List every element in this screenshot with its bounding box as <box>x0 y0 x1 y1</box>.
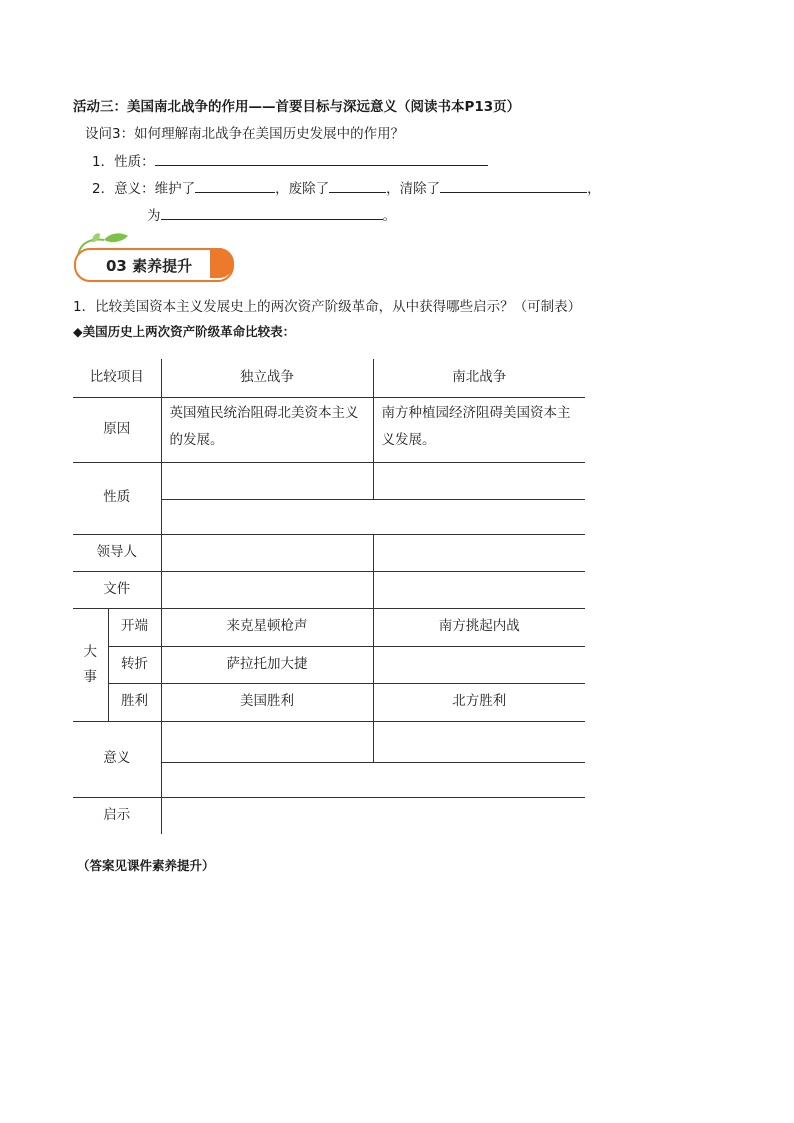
header-compare-item: 比较项目 <box>73 359 161 397</box>
cause-civil: 南方种植园经济阻碍美国资本主义发展。 <box>373 397 585 462</box>
leader-label: 领导人 <box>73 534 161 571</box>
cause-independence: 英国殖民统治阻碍北美资本主义的发展。 <box>161 397 373 462</box>
significance-blank-3[interactable] <box>440 178 587 193</box>
cause-label: 原因 <box>73 397 161 462</box>
section-badge-label: 03 素养提升 <box>106 257 193 275</box>
task-question: 1．比较美国资本主义发展史上的两次资产阶级革命，从中获得哪些启示？（可制表） <box>73 299 582 315</box>
nature-label: 1．性质： <box>92 154 155 170</box>
leader-independence[interactable] <box>161 534 373 571</box>
table-row-insight <box>73 797 585 834</box>
significance-text-2: ，清除了 <box>386 181 441 197</box>
table-caption: ◆美国历史上两次资产阶级革命比较表： <box>73 324 296 339</box>
events-label <box>73 608 108 721</box>
comparison-table <box>73 359 585 834</box>
activity-title: 活动三：美国南北战争的作用——首要目标与深远意义（阅读书本P13页） <box>73 99 521 115</box>
significance-blank-2[interactable] <box>329 178 386 193</box>
nature-line <box>92 150 488 170</box>
event-start-civil: 南方挑起内战 <box>373 608 585 646</box>
events-label-text: 大事 <box>83 644 97 685</box>
table-header-row <box>73 359 585 397</box>
table-row-event-turn <box>73 646 585 683</box>
event-label-victory: 胜利 <box>108 683 161 721</box>
event-label-turn: 转折 <box>108 646 161 683</box>
section-badge-frame <box>74 248 234 282</box>
significance-for-label: 为 <box>147 208 161 224</box>
significance-text-end: ， <box>587 181 601 197</box>
nature-civil[interactable] <box>373 462 585 499</box>
nature-independence[interactable] <box>161 462 373 499</box>
header-civil-war: 南北战争 <box>373 359 585 397</box>
significance-label-cell: 意义 <box>73 721 161 797</box>
table-row-document <box>73 571 585 608</box>
nature-common[interactable] <box>161 499 585 534</box>
event-turn-independence: 萨拉托加大捷 <box>161 646 373 683</box>
event-victory-civil: 北方胜利 <box>373 683 585 721</box>
document-independence[interactable] <box>161 571 373 608</box>
nature-label-cell: 性质 <box>73 462 161 534</box>
significance-civil[interactable] <box>373 721 585 762</box>
question-3: 设问3：如何理解南北战争在美国历史发展中的作用？ <box>85 126 405 142</box>
section-badge-accent <box>210 248 234 278</box>
leader-civil[interactable] <box>373 534 585 571</box>
table-row-significance <box>73 721 585 762</box>
table-row-nature <box>73 462 585 499</box>
table-row-cause <box>73 397 585 462</box>
table-row-leader <box>73 534 585 571</box>
event-turn-civil[interactable] <box>373 646 585 683</box>
significance-label: 2．意义：维护了 <box>92 181 196 197</box>
event-start-independence: 来克星顿枪声 <box>161 608 373 646</box>
document-civil[interactable] <box>373 571 585 608</box>
document-label: 文件 <box>73 571 161 608</box>
significance-common[interactable] <box>161 762 585 797</box>
insight-label: 启示 <box>73 797 161 834</box>
significance-blank-1[interactable] <box>195 178 275 193</box>
significance-blank-4[interactable] <box>161 205 383 220</box>
significance-independence[interactable] <box>161 721 373 762</box>
table-row-event-start <box>73 608 585 646</box>
significance-period: 。 <box>382 208 396 224</box>
significance-text-1: ，废除了 <box>275 181 330 197</box>
significance-line-2 <box>147 204 396 224</box>
insight-cell[interactable] <box>161 797 585 834</box>
event-victory-independence: 美国胜利 <box>161 683 373 721</box>
table-row-event-victory <box>73 683 585 721</box>
event-label-start: 开端 <box>108 608 161 646</box>
significance-line <box>92 177 601 197</box>
section-badge <box>70 230 240 286</box>
header-independence-war: 独立战争 <box>161 359 373 397</box>
nature-blank[interactable] <box>155 151 488 166</box>
answer-note: （答案见课件素养提升） <box>77 858 215 873</box>
